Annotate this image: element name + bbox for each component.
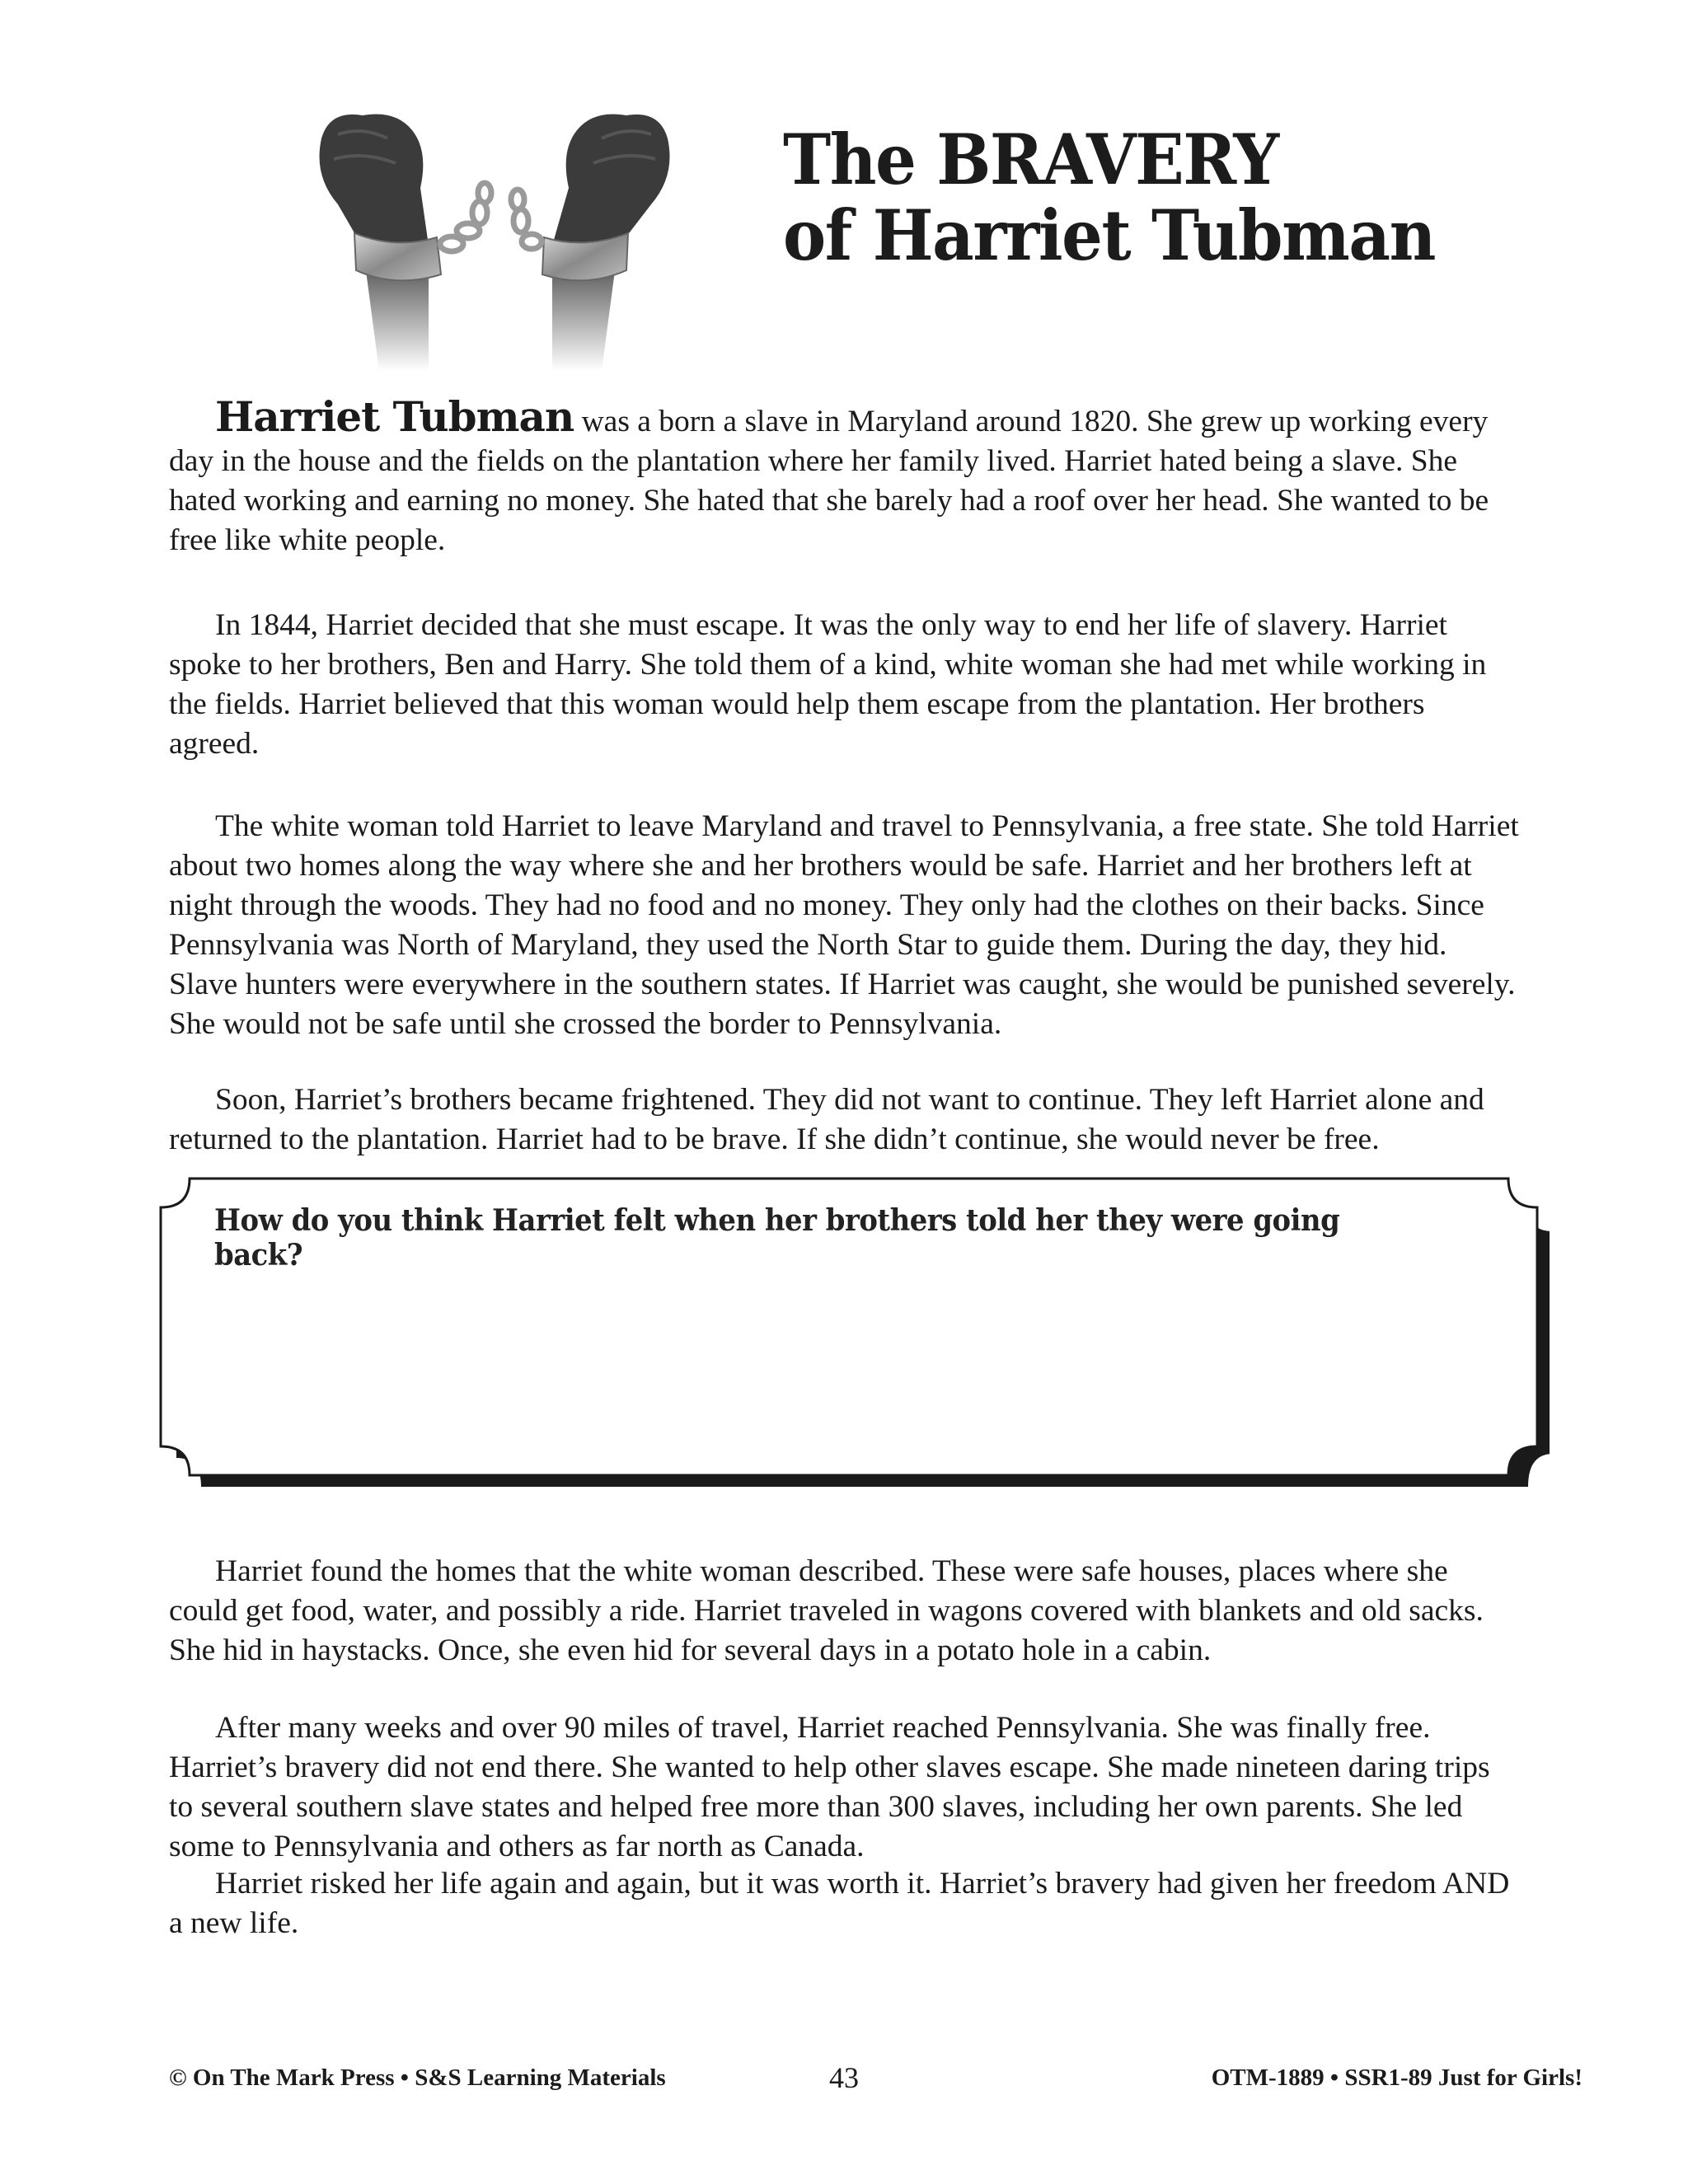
answer-area[interactable] [206,1261,1492,1467]
page-number: 43 [829,2061,859,2094]
paragraph-5: Harriet found the homes that the white woman described. These were safe houses, places where she could get food, water, and possibly a ride. Harriet traveled in wagons covered with blankets and old sacks. She hid in haystacks. Once, she even hid for several days in a potato hole in a cabin. [169,1554,1484,1667]
paragraph-1 [169,392,1521,560]
paragraph-3: The white woman told Harriet to leave Maryland and travel to Pennsylvania, a free state. She told Harriet about two homes along the way where she and her brothers would be safe. Harriet and her brothers left at night through the woods. They had no food and no money. They only had the clothes on their backs. Since Pennsylvania was North of Maryland, they used the North Star to guide them. During the day, they hid. Slave hunters were everywhere in the southern states. If Harriet was caught, she would be punished severely. She would not be safe until she crossed the border to Pennsylvania. [169,809,1519,1041]
paragraph-lead-name: Harriet Tubman [215,392,574,441]
question-prompt: How do you think Harriet felt when her brothers told her they were going back? [214,1203,1340,1272]
page-title [783,119,1550,276]
paragraph-6: After many weeks and over 90 miles of travel, Harriet reached Pennsylvania. She was finally free. Harriet’s bravery did not end there. She wanted to help other slaves escape. She made nineteen daring trips to several southern slave states and helped free more than 300 slaves, including her own parents. She led some to Pennsylvania and others as far north as Canada. [169,1711,1490,1863]
footer-product-code: OTM-1889 • SSR1-89 Just for Girls! [1211,2064,1582,2091]
footer-copyright: © On The Mark Press • S&S Learning Materials [169,2064,666,2091]
broken-chains-fists-icon [305,105,684,371]
paragraph-4: Soon, Harriet’s brothers became frightened. They did not want to continue. They left Harriet alone and returned to the plantation. Harriet had to be brave. If she didn’t continue, she would never be free. [169,1083,1484,1156]
title-line-1: The BRAVERY [783,119,1278,200]
title-line-2: of Harriet Tubman [783,194,1436,276]
paragraph-2: In 1844, Harriet decided that she must escape. It was the only way to end her life of slavery. Harriet spoke to her brothers, Ben and Harry. She told them of a kind, white woman she had met while working in the fields. Harriet believed that this woman would help them escape from the plantation. Her brothers agreed. [169,608,1487,761]
paragraph-7: Harriet risked her life again and again, but it was worth it. Harriet’s bravery had given her freedom AND a new life. [169,1867,1510,1940]
paragraph-1-text: was a born a slave in Maryland around 1820. She grew up working every day in the house and the fields on the plantation where her family lived. Harriet hated being a slave. She hated working and earning no money. She hated that she barely had a roof over her head. She wanted to be free like white people. [169,405,1489,557]
question-box [157,1170,1550,1500]
